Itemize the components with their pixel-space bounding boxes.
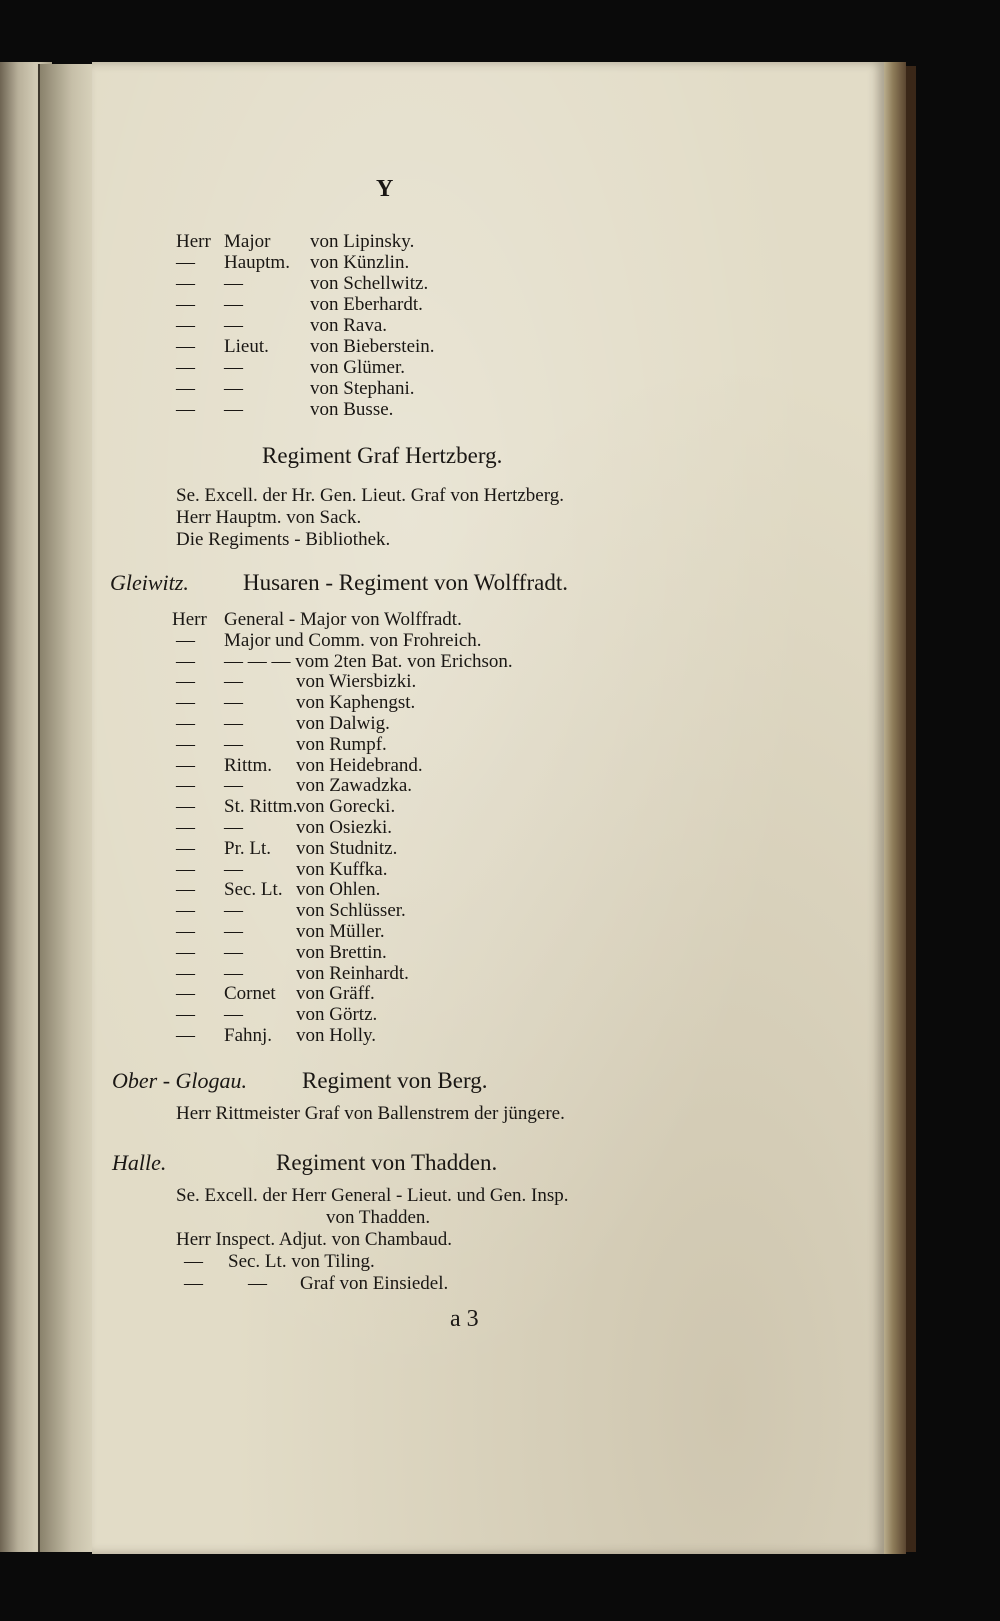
row-prefix: —: [176, 921, 195, 942]
row-rank: —: [224, 941, 243, 963]
row-prefix: —: [176, 629, 195, 651]
row-prefix: —: [176, 336, 195, 357]
row-prefix: —: [176, 983, 195, 1005]
place-halle: Halle.: [112, 1150, 167, 1175]
row-prefix: —: [176, 357, 195, 378]
row-rank: —: [224, 671, 243, 693]
row-prefix: —: [176, 879, 195, 901]
row-name: von Gräff.: [296, 983, 375, 1005]
row-name: von Gorecki.: [296, 796, 396, 818]
row-rank: —: [224, 357, 243, 378]
rank-text: Sec. Lt. von Tiling.: [228, 1251, 375, 1272]
row-rank: —: [224, 1004, 243, 1026]
heading-regiment-wolffradt: Husaren - Regiment von Wolffradt.: [243, 570, 568, 595]
row-rank: —: [224, 315, 243, 336]
name-text: Graf von Einsiedel.: [300, 1273, 449, 1294]
row-name: von Reinhardt.: [296, 962, 409, 984]
row-prefix: —: [176, 775, 195, 797]
dash-mark: —: [248, 1273, 267, 1294]
page-header-mark: Y: [376, 176, 394, 202]
row-rank: — — — vom 2ten Bat. von Erichson.: [224, 650, 513, 672]
row-name: von Bieberstein.: [310, 336, 435, 357]
hertzberg-line-3: Die Regiments - Bibliothek.: [176, 529, 391, 550]
row-prefix: —: [176, 650, 195, 672]
row-prefix: —: [176, 273, 195, 294]
page-signature: a 3: [450, 1306, 479, 1332]
row-rank: —: [224, 692, 243, 714]
row-name: von Ohlen.: [296, 879, 381, 901]
hertzberg-line-1: Se. Excell. der Hr. Gen. Lieut. Graf von Hertzberg.: [176, 485, 564, 506]
row-rank: Lieut.: [224, 336, 269, 357]
row-rank: —: [224, 294, 243, 315]
row-prefix: —: [176, 962, 195, 984]
row-rank: Sec. Lt.: [224, 879, 283, 901]
row-name: von Schellwitz.: [310, 273, 429, 294]
row-prefix: —: [176, 378, 195, 399]
book-gutter: [38, 64, 98, 1552]
row-prefix: —: [176, 1004, 195, 1026]
row-rank: —: [224, 713, 243, 734]
row-name: von Schlüsser.: [296, 900, 406, 922]
row-name: von Kuffka.: [296, 858, 388, 880]
row-name: von Müller.: [296, 921, 385, 942]
row-rank: Major und Comm. von Frohreich.: [224, 629, 482, 651]
row-rank: Major: [224, 231, 271, 252]
row-prefix: —: [176, 796, 195, 818]
row-prefix: —: [176, 315, 195, 336]
row-rank: Cornet: [224, 983, 276, 1005]
row-rank: Pr. Lt.: [224, 837, 271, 859]
row-name: von Studnitz.: [296, 837, 398, 859]
row-name: von Stephani.: [310, 378, 415, 399]
row-rank: —: [224, 962, 243, 984]
row-rank: Rittm.: [224, 754, 273, 776]
thadden-line-2: von Thadden.: [326, 1207, 431, 1228]
row-prefix: —: [176, 900, 195, 922]
row-rank: St. Rittm.: [224, 796, 298, 818]
row-name: von Brettin.: [296, 941, 387, 963]
row-rank: Hauptm.: [224, 252, 290, 273]
row-rank: Fahnj.: [224, 1025, 273, 1046]
row-rank: —: [224, 733, 243, 755]
row-rank: —: [224, 378, 243, 399]
heading-regiment-berg: Regiment von Berg.: [302, 1068, 488, 1093]
row-name: von Glümer.: [310, 357, 405, 378]
heading-regiment-thadden: Regiment von Thadden.: [276, 1150, 498, 1175]
row-name: von Zawadzka.: [296, 775, 413, 797]
row-rank: —: [224, 858, 243, 880]
row-prefix: —: [176, 252, 195, 273]
row-prefix: Herr: [172, 609, 207, 630]
thadden-line-1: Se. Excell. der Herr General - Lieut. und Gen. Insp.: [176, 1185, 569, 1206]
row-prefix: —: [176, 837, 195, 859]
row-rank: —: [224, 921, 243, 942]
row-prefix: —: [176, 692, 195, 714]
row-prefix: —: [176, 858, 195, 880]
row-name: von Wiersbizki.: [296, 671, 417, 693]
row-rank: —: [224, 900, 243, 922]
row-name: von Rava.: [310, 315, 388, 336]
row-name: von Holly.: [296, 1025, 377, 1046]
row-rank: —: [224, 817, 243, 838]
row-rank: —: [224, 775, 243, 797]
row-name: von Kaphengst.: [296, 692, 416, 714]
row-prefix: Herr: [176, 231, 211, 252]
row-name: von Heidebrand.: [296, 754, 423, 776]
row-name: von Görtz.: [296, 1004, 378, 1026]
heading-regiment-hertzberg: Regiment Graf Hertzberg.: [262, 443, 503, 468]
dash-mark: —: [184, 1251, 203, 1272]
thadden-line-3: Herr Inspect. Adjut. von Chambaud.: [176, 1229, 452, 1250]
row-prefix: —: [176, 754, 195, 776]
row-name: von Künzlin.: [310, 252, 410, 273]
row-prefix: —: [176, 294, 195, 315]
row-prefix: —: [176, 733, 195, 755]
row-prefix: —: [176, 671, 195, 693]
place-ober-glogau: Ober - Glogau.: [112, 1068, 248, 1093]
row-name: von Busse.: [310, 399, 394, 420]
row-prefix: —: [176, 713, 195, 734]
row-prefix: —: [176, 817, 195, 838]
row-rank: —: [224, 273, 243, 294]
row-prefix: —: [176, 399, 195, 420]
book-cover-edge: [906, 66, 916, 1552]
page-edge-shadow: [884, 62, 906, 1554]
hertzberg-line-2: Herr Hauptm. von Sack.: [176, 507, 362, 528]
row-name: von Dalwig.: [296, 713, 390, 734]
row-name: von Rumpf.: [296, 733, 387, 755]
place-gleiwitz: Gleiwitz.: [110, 570, 189, 595]
dash-mark: —: [184, 1273, 203, 1294]
row-rank: General - Major von Wolffradt.: [224, 609, 462, 630]
row-prefix: —: [176, 941, 195, 963]
row-name: von Eberhardt.: [310, 294, 423, 315]
row-name: von Lipinsky.: [310, 231, 415, 252]
row-name: von Osiezki.: [296, 817, 393, 838]
row-prefix: —: [176, 1025, 195, 1046]
berg-line: Herr Rittmeister Graf von Ballenstrem der jüngere.: [176, 1103, 565, 1124]
book-page: [92, 62, 884, 1554]
row-rank: —: [224, 399, 243, 420]
